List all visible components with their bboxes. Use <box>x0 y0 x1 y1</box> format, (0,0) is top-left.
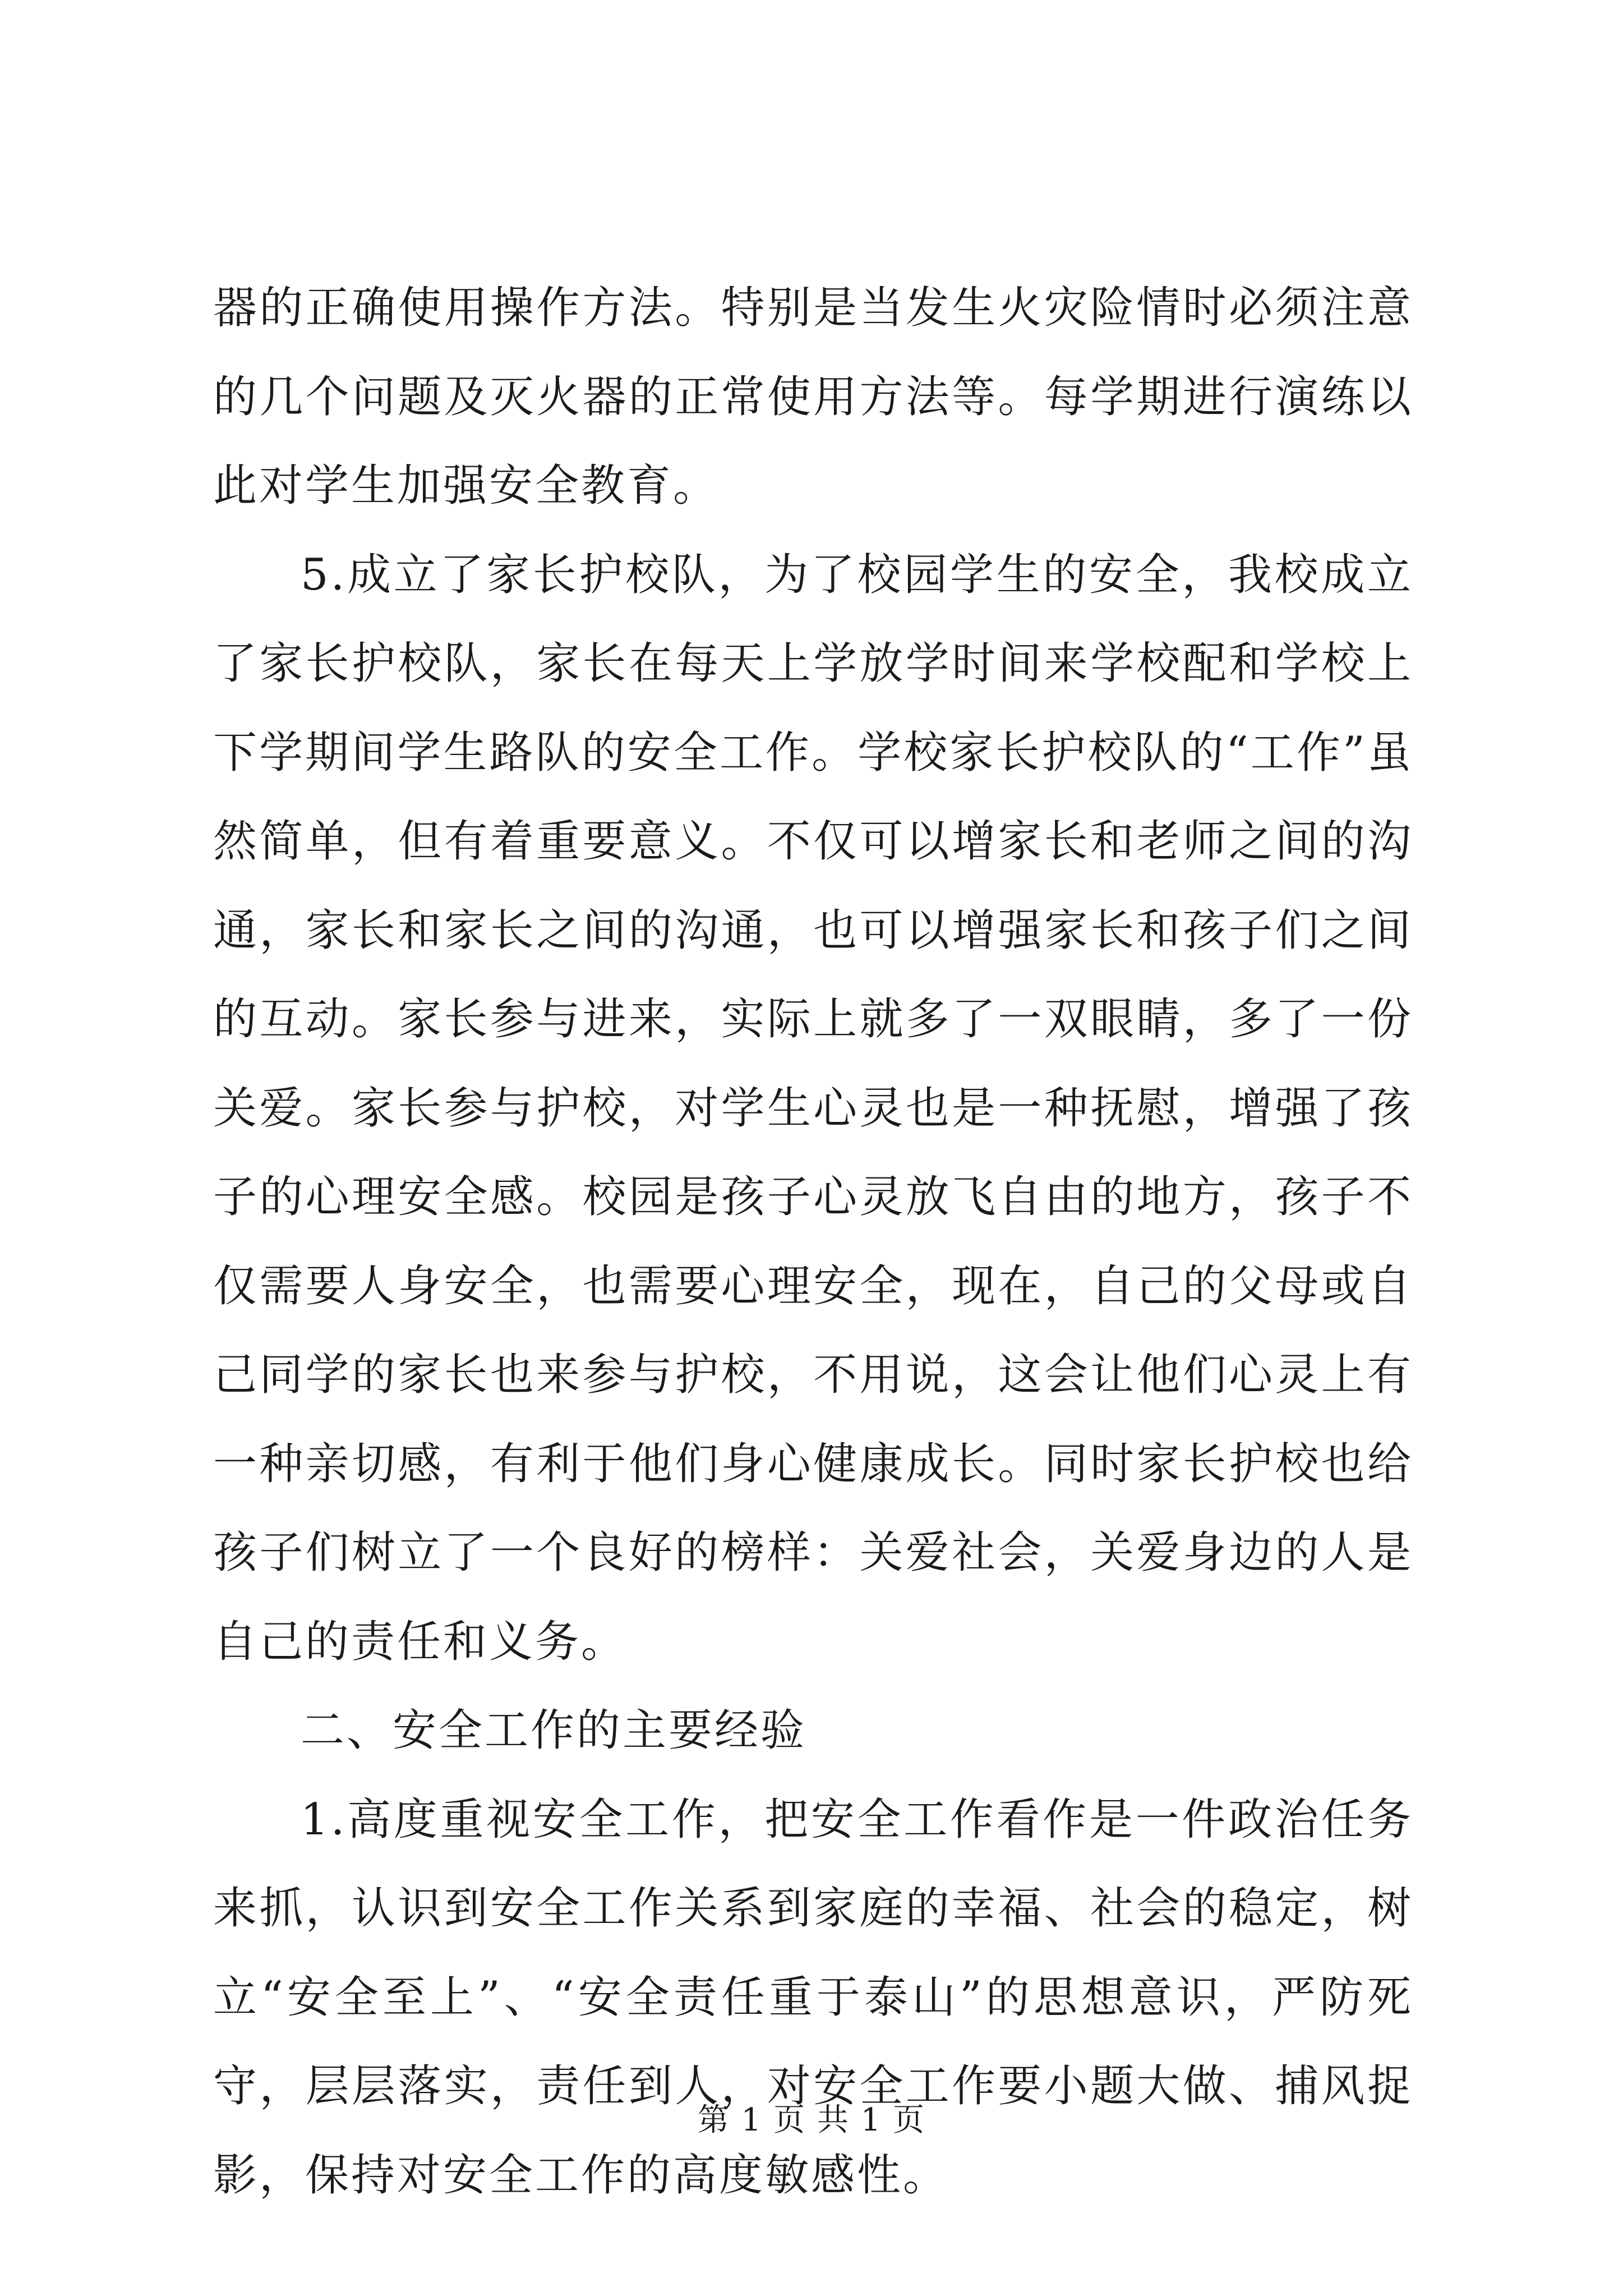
paragraph-item-5: 5.成立了家长护校队，为了校园学生的安全，我校成立了家长护校队，家长在每天上学放学时间来学校配和学校上下学期间学生路队的安全工作。学校家长护校队的“工作”虽然简单，但有着重要意义。不仅可以增家长和老师之间的沟通，家长和家长之间的沟通，也可以增强家长和孩子们之间的互动。家长参与进来，实际上就多了一双眼睛，多了一份关爱。家长参与护校，对学生心灵也是一种抚慰，增强了孩子的心理安全感。校园是孩子心灵放飞自由的地方，孩子不仅需要人身安全，也需要心理安全，现在，自己的父母或自己同学的家长也来参与护校，不用说，这会让他们心灵上有一种亲切感，有利于他们身心健康成长。同时家长护校也给孩子们树立了一个良好的榜样：关爱社会，关爱身边的人是自己的责任和义务。 <box>213 549 1413 1667</box>
page-footer: 第 1 页 共 1 页 <box>697 2102 926 2138</box>
paragraph-continuation: 器的正确使用操作方法。特别是当发生火灾险情时必须注意的几个问题及灭火器的正常使用方法等。每学期进行演练以此对学生加强安全教育。 <box>213 283 1413 511</box>
section-heading: 二、安全工作的主要经验 <box>301 1705 807 1756</box>
paragraph-item-1: 1.高度重视安全工作，把安全工作看作是一件政治任务来抓，认识到安全工作关系到家庭的幸福、社会的稳定，树立“安全至上”、“安全责任重于泰山”的思想意识，严防死守，层层落实，责任到人，对安全工作要小题大做、捕风捉影，保持对安全工作的高度敏感性。 <box>213 1794 1413 2201</box>
document-body <box>213 264 1413 2220</box>
